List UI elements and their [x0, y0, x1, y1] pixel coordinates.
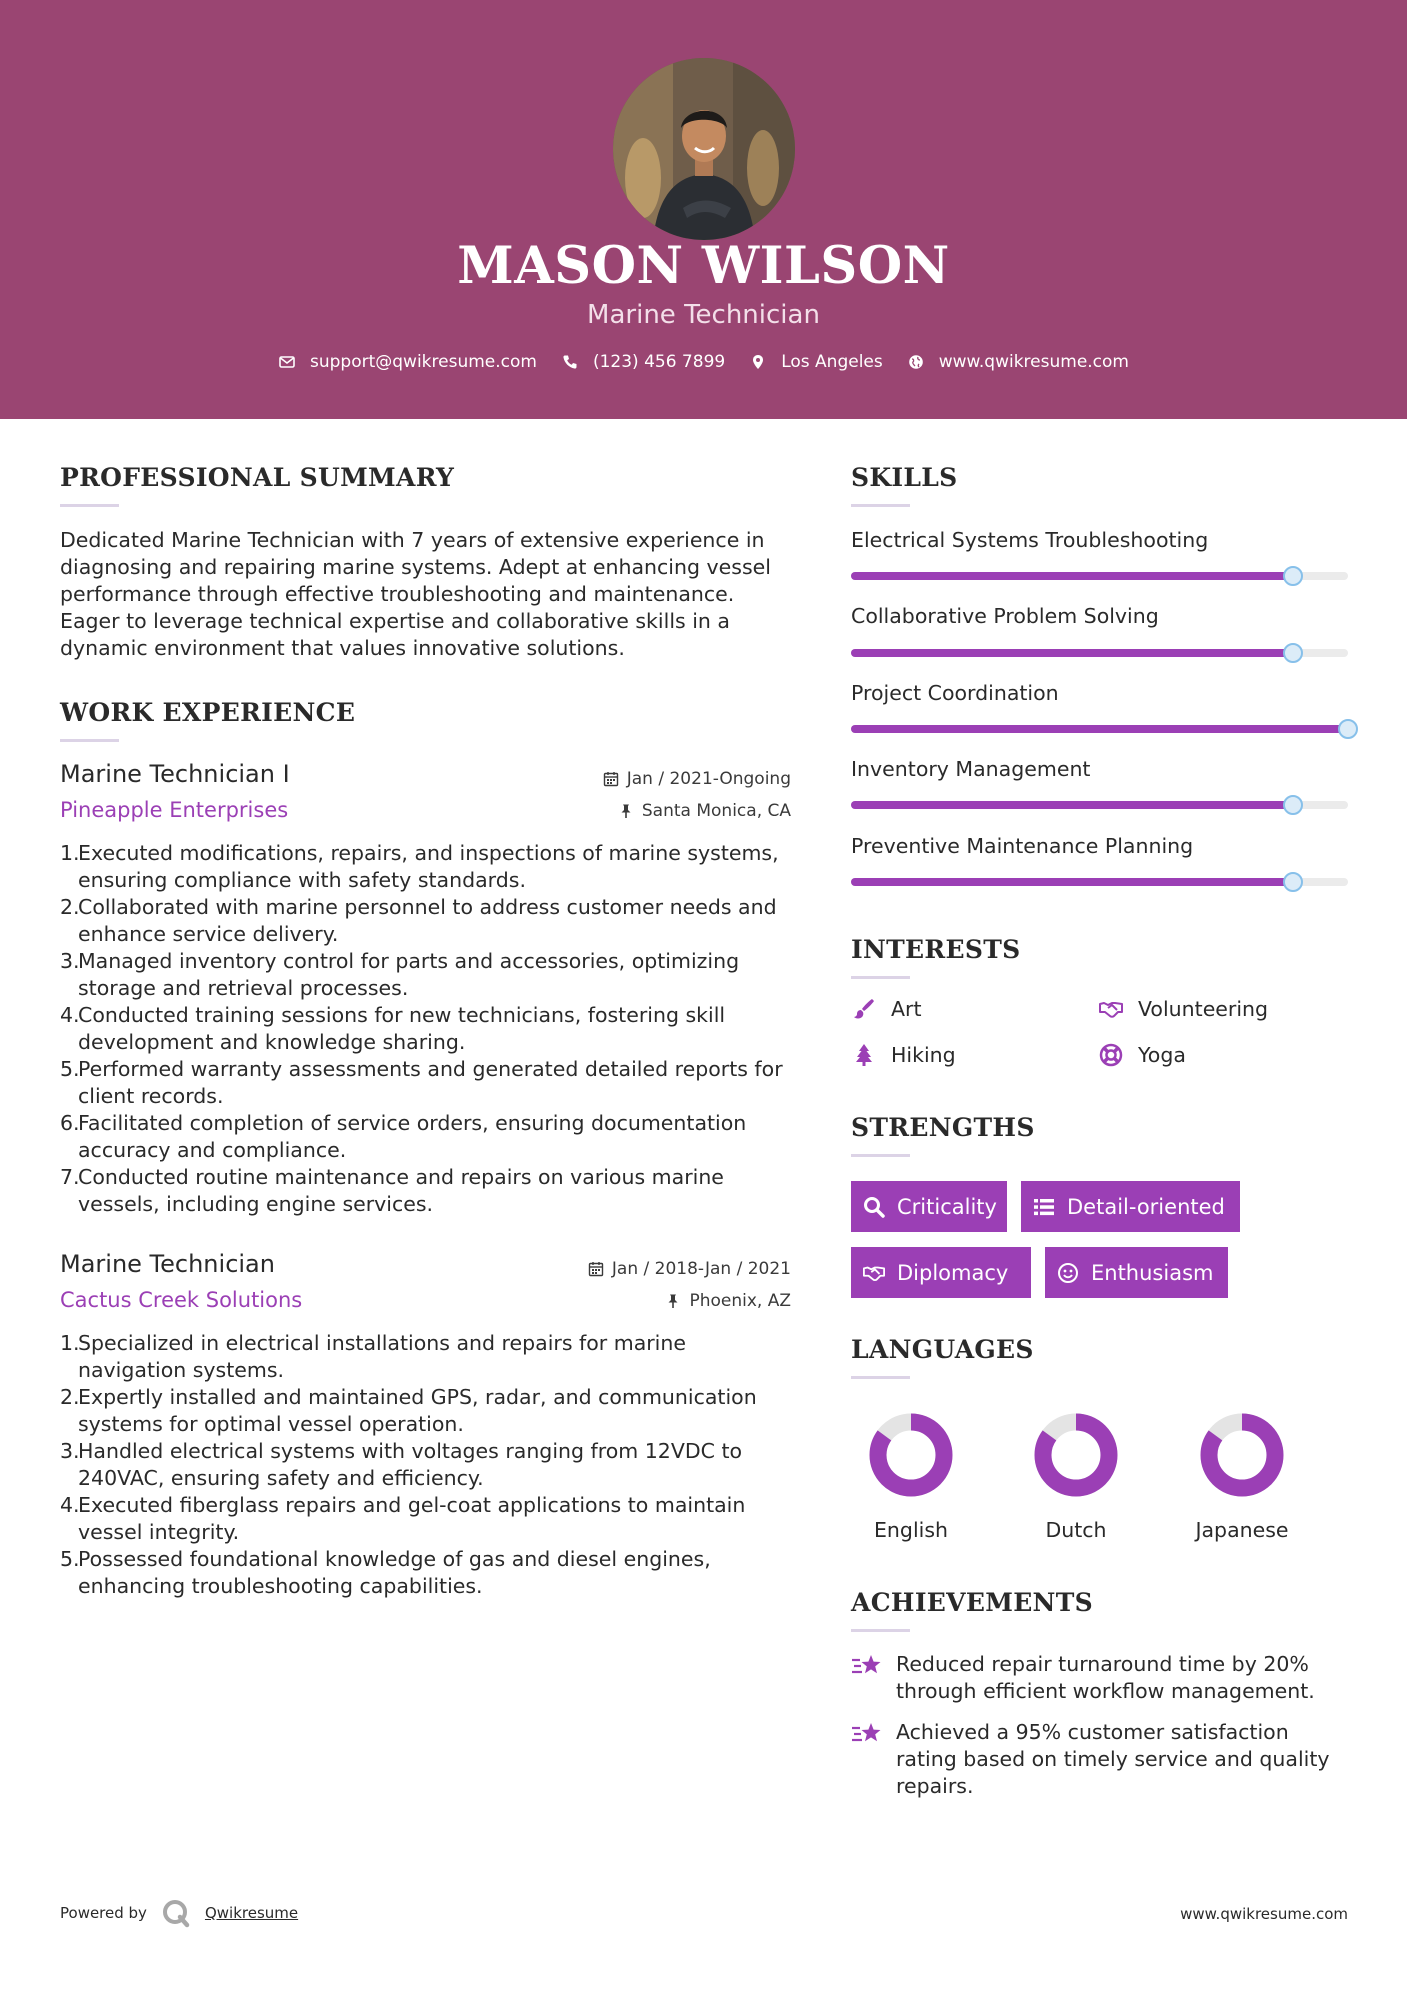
language-donut: [868, 1412, 954, 1498]
skill-label: Electrical Systems Troubleshooting: [851, 528, 1209, 552]
footer-site-link[interactable]: www.qwikresume.com: [1180, 1905, 1348, 1923]
job-2-title: Marine Technician: [60, 1250, 275, 1278]
skill-slider-handle: [1283, 566, 1303, 586]
shooting-star-icon: [851, 1721, 883, 1749]
strength-label: Detail-oriented: [1067, 1194, 1225, 1219]
phone-icon: [561, 353, 579, 371]
duty-item: Managed inventory control for parts and accessories, optimizing storage and retrieval processes.: [78, 949, 740, 1000]
powered-by-label: Powered by: [60, 1904, 147, 1922]
strength-tag: [1045, 1247, 1228, 1298]
skill-bar: [851, 878, 1348, 886]
duty-item: Collaborated with marine personnel to address customer needs and enhance service delivery.: [78, 895, 777, 946]
list-icon: [1033, 1196, 1055, 1218]
language-item: [841, 1412, 981, 1542]
skills-rule: [851, 504, 910, 507]
duty-item: Possessed foundational knowledge of gas and diesel engines, enhancing troubleshooting capabilities.: [78, 1547, 711, 1598]
contact-phone[interactable]: [561, 352, 725, 372]
skill-bar-fill: [851, 649, 1293, 657]
skill-bar-fill: [851, 878, 1293, 886]
job-2-company: Cactus Creek Solutions: [60, 1288, 303, 1312]
interest-item: [1098, 996, 1268, 1022]
language-donut: [1033, 1412, 1119, 1498]
language-label: English: [873, 1518, 949, 1542]
contact-location-text: Los Angeles: [781, 352, 883, 372]
job-2-location: [665, 1291, 791, 1311]
qwikresume-logo-icon: [161, 1898, 191, 1928]
thumbtack-icon: [665, 1293, 681, 1309]
duty-item: Facilitated completion of service orders, ensuring documentation accuracy and compliance.: [78, 1111, 747, 1162]
duty-item: Handled electrical systems with voltages ranging from 12VDC to 240VAC, ensuring safety and efficiency.: [78, 1439, 743, 1490]
skill-bar-fill: [851, 725, 1348, 733]
language-item: [1172, 1412, 1312, 1542]
interest-item: [851, 1042, 956, 1068]
skill-slider-handle: [1338, 719, 1358, 739]
skill-label: Project Coordination: [851, 681, 1059, 705]
contact-website[interactable]: [907, 352, 1129, 372]
languages-heading: LANGUAGES: [851, 1335, 1034, 1364]
job-1-location-text: Santa Monica, CA: [641, 801, 791, 821]
job-1-duties: [60, 840, 800, 1218]
strengths-heading: STRENGTHS: [851, 1113, 1035, 1142]
duty-item: Expertly installed and maintained GPS, radar, and communication systems for optimal vessel operation.: [78, 1385, 757, 1436]
language-label: Japanese: [1195, 1518, 1289, 1542]
job-2-location-text: Phoenix, AZ: [689, 1291, 791, 1311]
skill-bar-fill: [851, 572, 1293, 580]
globe-icon: [907, 353, 925, 371]
interest-item: [1098, 1042, 1186, 1068]
experience-rule: [60, 739, 119, 742]
achievements-rule: [851, 1629, 910, 1632]
contact-bar: [0, 352, 1407, 372]
interest-label: Yoga: [1138, 1043, 1186, 1067]
skill-slider-handle: [1283, 795, 1303, 815]
achievement-text: Achieved a 95% customer satisfaction rating based on timely service and quality repairs.: [896, 1720, 1330, 1798]
summary-text: Dedicated Marine Technician with 7 years of extensive experience in diagnosing and repairing marine systems. Adept at enhancing vessel performance through effective troubleshooting and maintenance. Eager to leverage technical expertise and collaborative skills in a dynamic environment that values innovative solutions.: [60, 528, 771, 660]
profile-photo: [613, 58, 795, 240]
experience-heading: WORK EXPERIENCE: [60, 698, 356, 727]
skill-bar-fill: [851, 801, 1293, 809]
skill-bar: [851, 801, 1348, 809]
languages-rule: [851, 1376, 910, 1379]
avatar: [613, 58, 795, 240]
duty-item: Conducted routine maintenance and repairs on various marine vessels, including engine services.: [78, 1165, 724, 1216]
contact-email-text: support@qwikresume.com: [310, 352, 537, 372]
language-donut: [1199, 1412, 1285, 1498]
calendar-icon: [603, 771, 619, 787]
envelope-icon: [278, 353, 296, 371]
lifering-icon: [1098, 1042, 1124, 1068]
contact-phone-text: (123) 456 7899: [592, 352, 726, 372]
thumbtack-icon: [618, 803, 634, 819]
interest-item: [851, 996, 922, 1022]
achievement-text: Reduced repair turnaround time by 20% through efficient workflow management.: [896, 1652, 1315, 1703]
contact-location: [749, 352, 883, 372]
interest-label: Art: [891, 997, 922, 1021]
strength-tag: [1021, 1181, 1240, 1232]
skill-label: Preventive Maintenance Planning: [851, 834, 1194, 858]
job-2-dates: [588, 1259, 791, 1279]
strength-tag: [851, 1247, 1031, 1298]
job-1-company: Pineapple Enterprises: [60, 798, 289, 822]
header: [0, 0, 1407, 419]
achievement-item: [851, 1719, 1351, 1800]
tree-icon: [851, 1042, 877, 1068]
skills-heading: SKILLS: [851, 463, 958, 492]
skill-label: Inventory Management: [851, 757, 1091, 781]
job-1-title: Marine Technician I: [60, 760, 290, 788]
skill-bar: [851, 725, 1348, 733]
job-1-location: [618, 801, 791, 821]
interest-label: Hiking: [891, 1043, 956, 1067]
skill-bar: [851, 572, 1348, 580]
strength-label: Criticality: [897, 1194, 997, 1219]
interests-rule: [851, 976, 910, 979]
brand-link[interactable]: Qwikresume: [204, 1904, 299, 1922]
achievements-heading: ACHIEVEMENTS: [851, 1588, 1093, 1617]
duty-item: Executed fiberglass repairs and gel-coat applications to maintain vessel integrity.: [78, 1493, 746, 1544]
interests-heading: INTERESTS: [851, 935, 1021, 964]
shooting-star-icon: [851, 1653, 883, 1681]
handshake-icon: [863, 1262, 885, 1284]
interest-label: Volunteering: [1138, 997, 1269, 1021]
duty-item: Conducted training sessions for new technicians, fostering skill development and knowledge sharing.: [78, 1003, 726, 1054]
duty-item: Performed warranty assessments and generated detailed reports for client records.: [78, 1057, 783, 1108]
contact-website-text: www.qwikresume.com: [938, 352, 1129, 372]
job-1-dates: [603, 769, 791, 789]
search-icon: [863, 1196, 885, 1218]
candidate-name: MASON WILSON: [457, 236, 950, 296]
skill-bar: [851, 649, 1348, 657]
map-pin-icon: [749, 353, 767, 371]
strengths-rule: [851, 1154, 910, 1157]
job-1-dates-text: Jan / 2021-Ongoing: [626, 769, 791, 789]
skill-slider-handle: [1283, 643, 1303, 663]
summary-rule: [60, 504, 119, 507]
handshake-icon: [1098, 996, 1124, 1022]
summary-heading: PROFESSIONAL SUMMARY: [60, 463, 455, 492]
calendar-icon: [588, 1261, 604, 1277]
strength-tag: [851, 1181, 1007, 1232]
language-label: Dutch: [1045, 1518, 1107, 1542]
skill-label: Collaborative Problem Solving: [851, 604, 1159, 628]
strength-label: Diplomacy: [897, 1260, 1009, 1285]
footer-powered-by: [60, 1898, 298, 1928]
duty-item: Specialized in electrical installations and repairs for marine navigation systems.: [78, 1331, 686, 1382]
language-item: [1006, 1412, 1146, 1542]
smile-icon: [1057, 1262, 1079, 1284]
skill-slider-handle: [1283, 872, 1303, 892]
candidate-role: Marine Technician: [587, 300, 820, 330]
contact-email[interactable]: [278, 352, 537, 372]
duty-item: Executed modifications, repairs, and inspections of marine systems, ensuring compliance with safety standards.: [78, 841, 779, 892]
job-2-dates-text: Jan / 2018-Jan / 2021: [611, 1259, 791, 1279]
job-2-duties: [60, 1330, 800, 1600]
strength-label: Enthusiasm: [1091, 1260, 1214, 1285]
paintbrush-icon: [851, 996, 877, 1022]
achievement-item: [851, 1651, 1351, 1705]
